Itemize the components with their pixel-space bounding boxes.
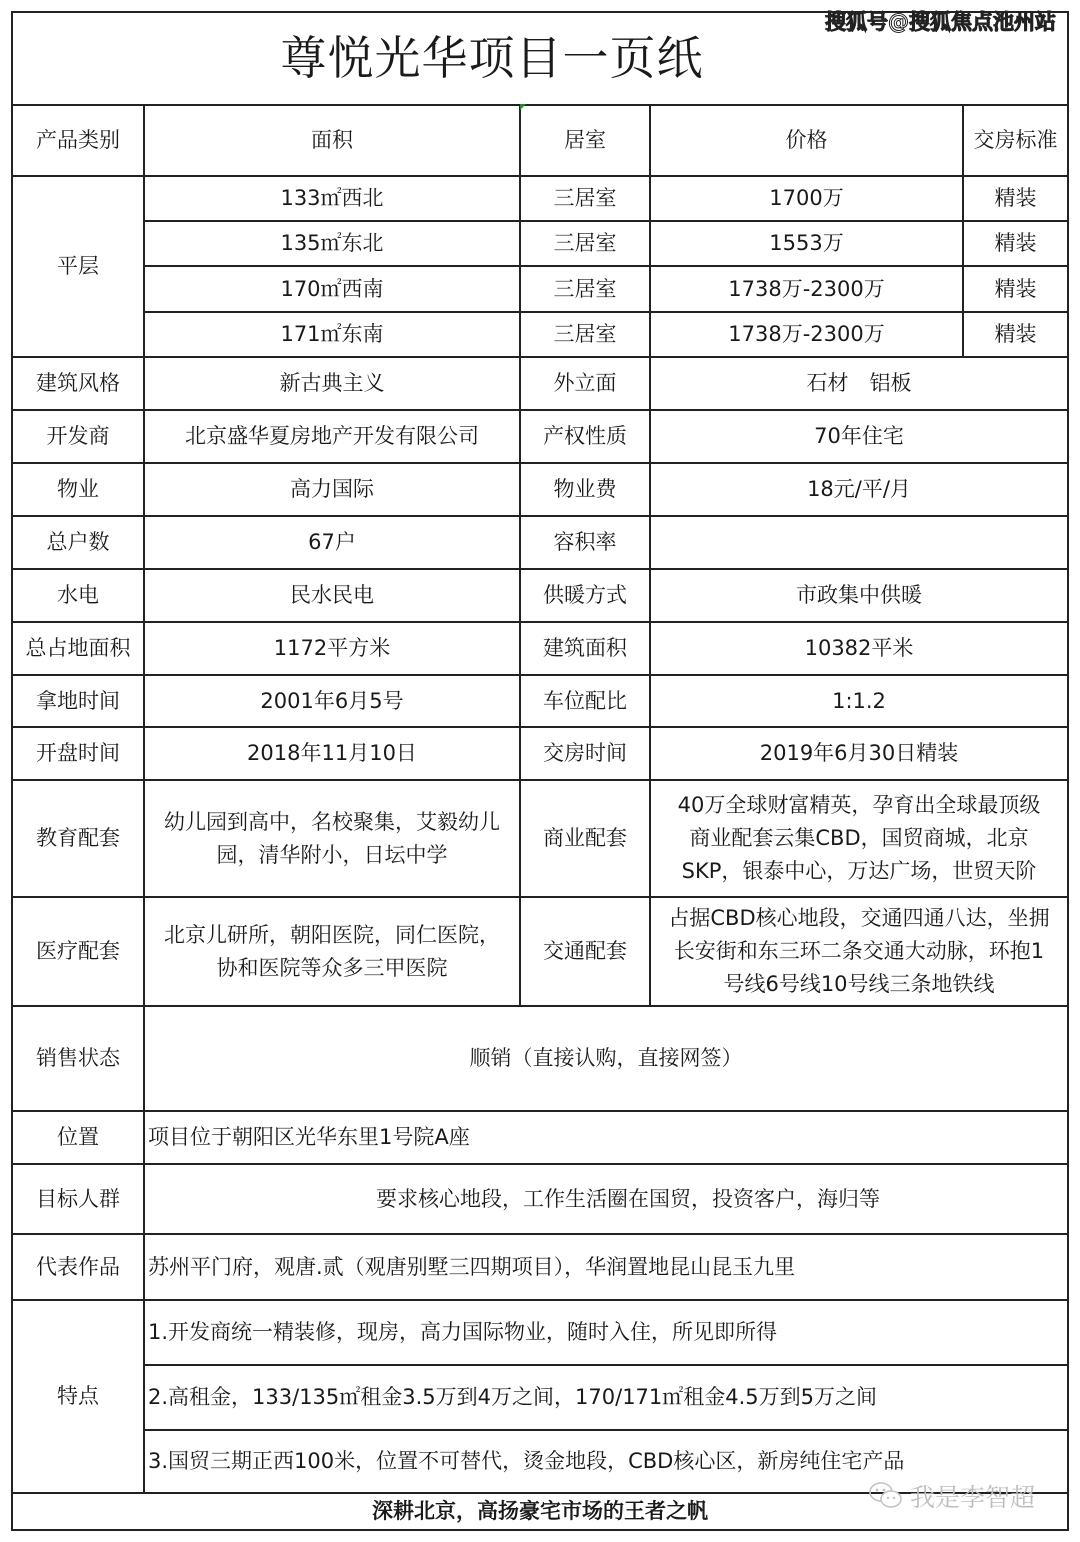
education-label: 教育配套: [36, 826, 120, 850]
medical-label: 医疗配套: [36, 939, 120, 963]
row-value: 高力国际: [290, 477, 374, 501]
commerce-line: 商业配套云集CBD，国贸商城，北京: [689, 826, 1029, 850]
page-title: 尊悦光华项目一页纸: [280, 31, 704, 85]
watermark-bottom-text: 我是李智超: [910, 1483, 1036, 1512]
header-delivery-standard: 交房标准: [973, 128, 1058, 152]
row-label: 建筑面积: [543, 636, 627, 660]
row-value: 北京盛华夏房地产开发有限公司: [185, 424, 479, 448]
unit-rooms: 三居室: [553, 276, 617, 301]
row-value: 18元/平/月: [807, 477, 911, 501]
footer-slogan: 深耕北京，高扬豪宅市场的王者之帆: [372, 1499, 708, 1523]
row-label: 开发商: [46, 424, 110, 448]
unit-rooms: 三居室: [553, 322, 617, 346]
unit-rooms: 三居室: [553, 231, 617, 255]
row-value: 2018年11月10日: [247, 741, 417, 765]
unit-area: 133㎡西北: [280, 186, 384, 210]
row-value: 石材 铝板: [806, 371, 912, 395]
target-label: 目标人群: [36, 1186, 120, 1211]
transport-line: 号线6号线10号线三条地铁线: [723, 972, 995, 996]
row-label: 拿地时间: [36, 688, 120, 713]
watermark-bottom: [868, 1478, 1035, 1514]
row-value: 市政集中供暖: [796, 583, 922, 607]
commerce-label: 商业配套: [543, 826, 627, 850]
row-value: 70年住宅: [814, 424, 904, 448]
feature-item: 1.开发商统一精装修，现房，高力国际物业，随时入住，所见即所得: [148, 1320, 778, 1344]
commerce-line: 40万全球财富精英，孕育出全球最顶级: [677, 793, 1041, 817]
row-value: 1:1.2: [832, 688, 886, 713]
unit-area: 135㎡东北: [280, 231, 384, 255]
row-value: 10382平米: [804, 636, 914, 660]
row-value: 民水民电: [290, 583, 374, 607]
header-rooms: 居室: [564, 128, 606, 152]
row-value: [650, 516, 1068, 569]
row-label: 产权性质: [543, 424, 627, 448]
row-label: 水电: [57, 583, 99, 607]
location-value: 项目位于朝阳区光华东里1号院A座: [148, 1125, 470, 1149]
watermark-top: 搜狐号@搜狐焦点池州站: [825, 10, 1056, 34]
unit-standard: 精装: [994, 322, 1037, 346]
unit-area: 170㎡西南: [280, 276, 384, 301]
row-label: 交房时间: [543, 741, 627, 765]
transport-line: 占据CBD核心地段，交通四通八达，坐拥: [668, 906, 1050, 930]
works-value: 苏州平门府，观唐.贰（观唐别墅三四期项目），华润置地昆山昆玉九里: [148, 1254, 796, 1279]
transport-line: 长安街和东三环二条交通大动脉，环抱1: [673, 939, 1045, 963]
unit-rooms: 三居室: [553, 186, 617, 210]
row-label: 开盘时间: [36, 741, 120, 765]
row-label: 车位配比: [543, 688, 627, 713]
row-value: 新古典主义: [279, 371, 385, 395]
unit-price: 1700万: [769, 186, 844, 210]
row-value: 2019年6月30日精装: [759, 741, 959, 765]
row-value: 2001年6月5号: [260, 688, 404, 713]
unit-price: 1738万-2300万: [728, 276, 885, 301]
features-label: 特点: [57, 1384, 99, 1408]
medical-line: 北京儿研所，朝阳医院，同仁医院，: [164, 922, 500, 947]
sales-value: 顺销（直接认购，直接网签）: [469, 1046, 743, 1070]
location-label: 位置: [57, 1125, 99, 1149]
row-label: 供暖方式: [543, 583, 627, 607]
target-value: 要求核心地段，工作生活圈在国贸，投资客户，海归等: [376, 1186, 880, 1211]
transport-label: 交通配套: [543, 939, 627, 963]
wechat-icon: [868, 1480, 904, 1512]
medical-value: [144, 897, 520, 1006]
row-label: 总户数: [46, 530, 110, 554]
education-value: [144, 780, 520, 897]
works-label: 代表作品: [36, 1254, 120, 1279]
sales-label: 销售状态: [36, 1046, 120, 1070]
feature-item: 2.高租金，133/135㎡租金3.5万到4万之间，170/171㎡租金4.5万到5万之间: [148, 1385, 878, 1409]
transport-value: [650, 897, 1068, 1006]
unit-standard: 精装: [994, 231, 1037, 255]
commerce-value: [650, 780, 1068, 897]
row-label: 物业费: [553, 477, 617, 501]
row-label: 物业: [57, 477, 99, 501]
row-value: 67户: [308, 530, 356, 554]
education-line: 幼儿园到高中，名校聚集，艾毅幼儿: [164, 809, 500, 834]
unit-price: 1553万: [769, 231, 844, 255]
header-product-type: 产品类别: [36, 128, 120, 152]
feature-item: 3.国贸三期正西100米，位置不可替代，烫金地段，CBD核心区，新房纯住宅产品: [148, 1449, 905, 1473]
row-label: 总占地面积: [25, 636, 131, 660]
row-label: 容积率: [553, 530, 617, 554]
row-value: 1172平方米: [273, 636, 391, 660]
row-label: 外立面: [553, 371, 617, 395]
unit-standard: 精装: [994, 186, 1037, 210]
row-label: 建筑风格: [36, 371, 120, 395]
commerce-line: SKP，银泰中心，万达广场，世贸天阶: [681, 859, 1037, 883]
medical-line: 协和医院等众多三甲医院: [216, 955, 448, 980]
header-area: 面积: [311, 128, 353, 152]
unit-area: 171㎡东南: [280, 322, 384, 346]
unit-price: 1738万-2300万: [728, 322, 885, 346]
unit-standard: 精装: [994, 276, 1037, 301]
flat-label: 平层: [57, 254, 99, 278]
education-line: 园，清华附小，日坛中学: [216, 842, 448, 867]
header-price: 价格: [785, 128, 828, 152]
